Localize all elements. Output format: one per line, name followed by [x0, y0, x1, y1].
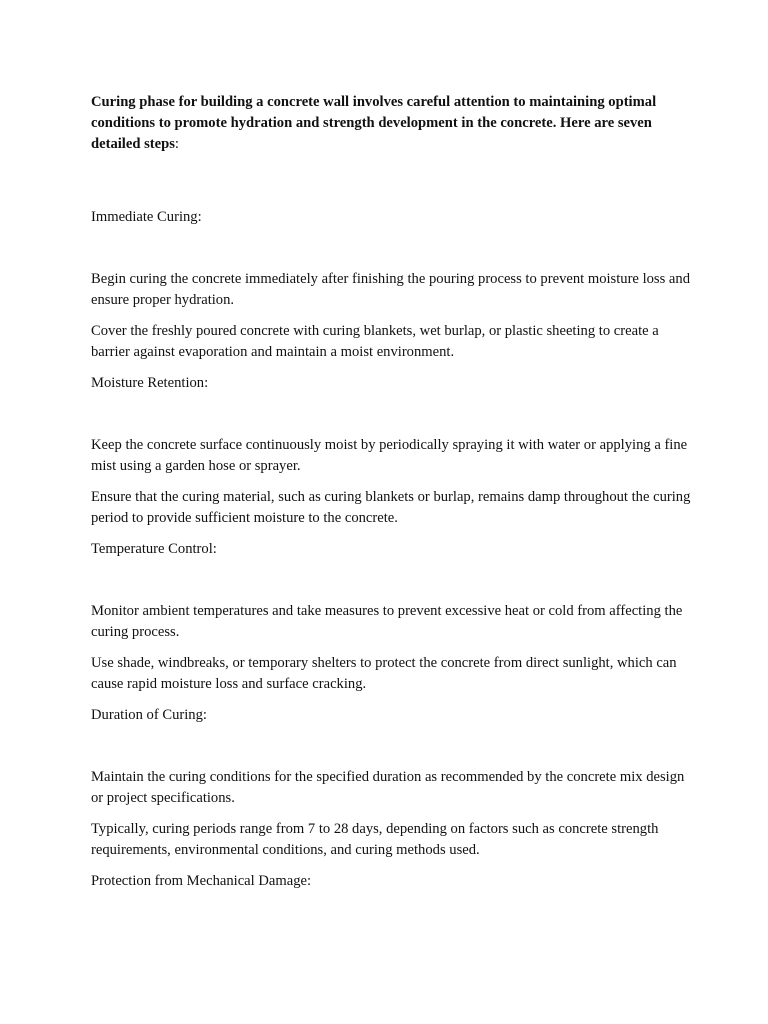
- intro-paragraph: [91, 92, 691, 155]
- document-page: [91, 92, 691, 892]
- section-heading-protection-from-mechanical-damage: Protection from Mechanical Damage:: [91, 873, 312, 889]
- intro-text: Curing phase for building a concrete wall involves careful attention to maintaining optimal conditions to promote hydration and strength development in the concrete. Here are seven detailed steps: [91, 94, 657, 152]
- paragraph: Cover the freshly poured concrete with curing blankets, wet burlap, or plastic sheeting to create a barrier against evaporation and maintain a moist environment.: [91, 323, 659, 360]
- paragraph: Use shade, windbreaks, or temporary shelters to protect the concrete from direct sunlight, which can cause rapid moisture loss and surface cracking.: [91, 655, 677, 692]
- paragraph: Typically, curing periods range from 7 to 28 days, depending on factors such as concrete strength requirements, environmental conditions, and curing methods used.: [91, 821, 659, 858]
- paragraph: Keep the concrete surface continuously moist by periodically spraying it with water or applying a fine mist using a garden hose or sprayer.: [91, 437, 688, 474]
- section-heading-duration-of-curing: Duration of Curing:: [91, 707, 207, 723]
- intro-colon: :: [174, 136, 179, 152]
- paragraph: Maintain the curing conditions for the specified duration as recommended by the concrete mix design or project specifications.: [91, 769, 685, 806]
- section-heading-temperature-control: Temperature Control:: [91, 541, 217, 557]
- section-heading-immediate-curing: Immediate Curing:: [91, 209, 202, 225]
- paragraph: Ensure that the curing material, such as curing blankets or burlap, remains damp throughout the curing period to provide sufficient moisture to the concrete.: [91, 489, 691, 526]
- section-heading-moisture-retention: Moisture Retention:: [91, 375, 209, 391]
- paragraph: Begin curing the concrete immediately after finishing the pouring process to prevent moisture loss and ensure proper hydration.: [91, 271, 690, 308]
- paragraph: Monitor ambient temperatures and take measures to prevent excessive heat or cold from affecting the curing process.: [91, 603, 683, 640]
